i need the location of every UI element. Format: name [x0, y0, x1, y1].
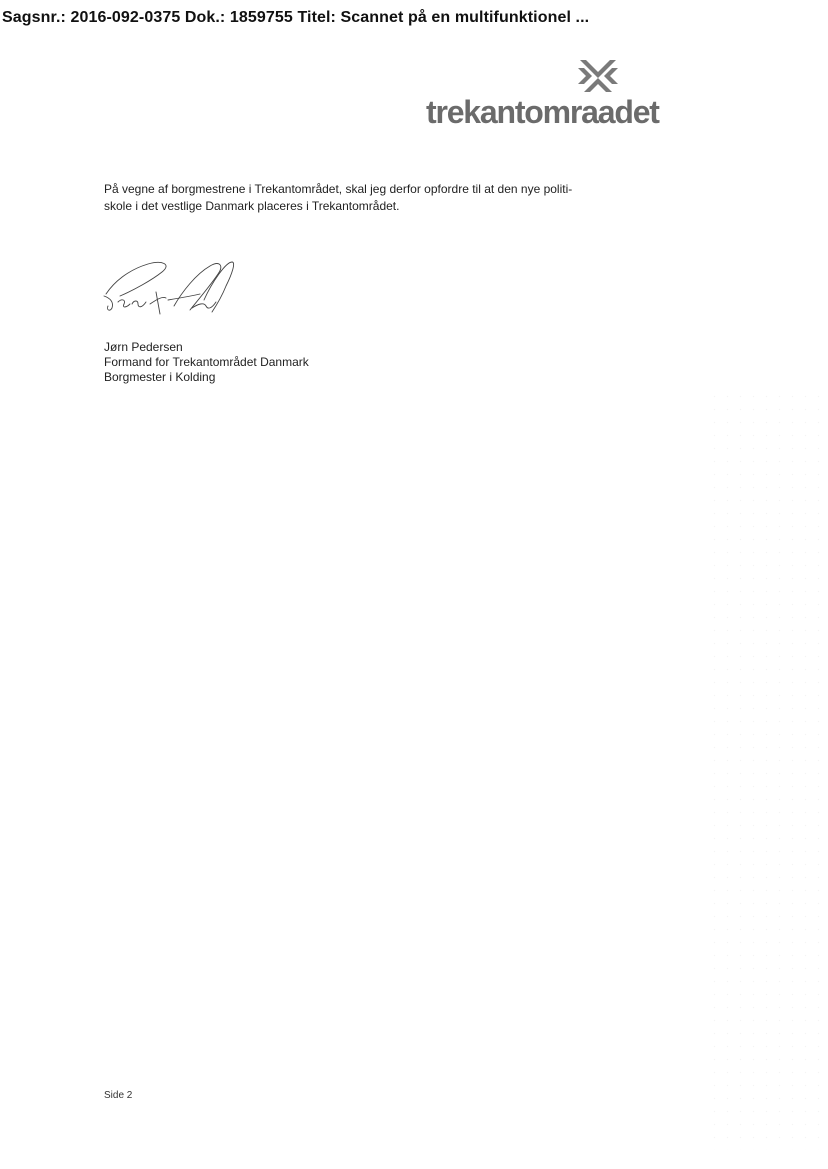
page-number: Side 2	[104, 1090, 133, 1101]
signer-title: Formand for Trekantområdet Danmark	[104, 355, 309, 369]
signer-name: Jørn Pedersen	[104, 340, 183, 354]
letter-paragraph	[104, 181, 664, 215]
logo-wordmark: trekantomraadet	[426, 94, 659, 130]
case-header: Sagsnr.: 2016-092-0375 Dok.: 1859755 Titel: Scannet på en multifunktionel ...	[2, 9, 590, 26]
signer-role: Borgmester i Kolding	[104, 370, 216, 384]
paragraph-line: skole i det vestlige Danmark placeres i Trekantområdet.	[104, 199, 400, 213]
signer-block	[104, 340, 309, 385]
scan-noise	[708, 390, 828, 1150]
trekant-cross-icon	[576, 58, 620, 94]
paragraph-line: På vegne af borgmestrene i Trekantområdet, skal jeg derfor opfordre til at den nye politi-	[104, 182, 573, 196]
handwritten-signature	[100, 252, 250, 322]
trekantomraadet-logo	[426, 58, 676, 132]
